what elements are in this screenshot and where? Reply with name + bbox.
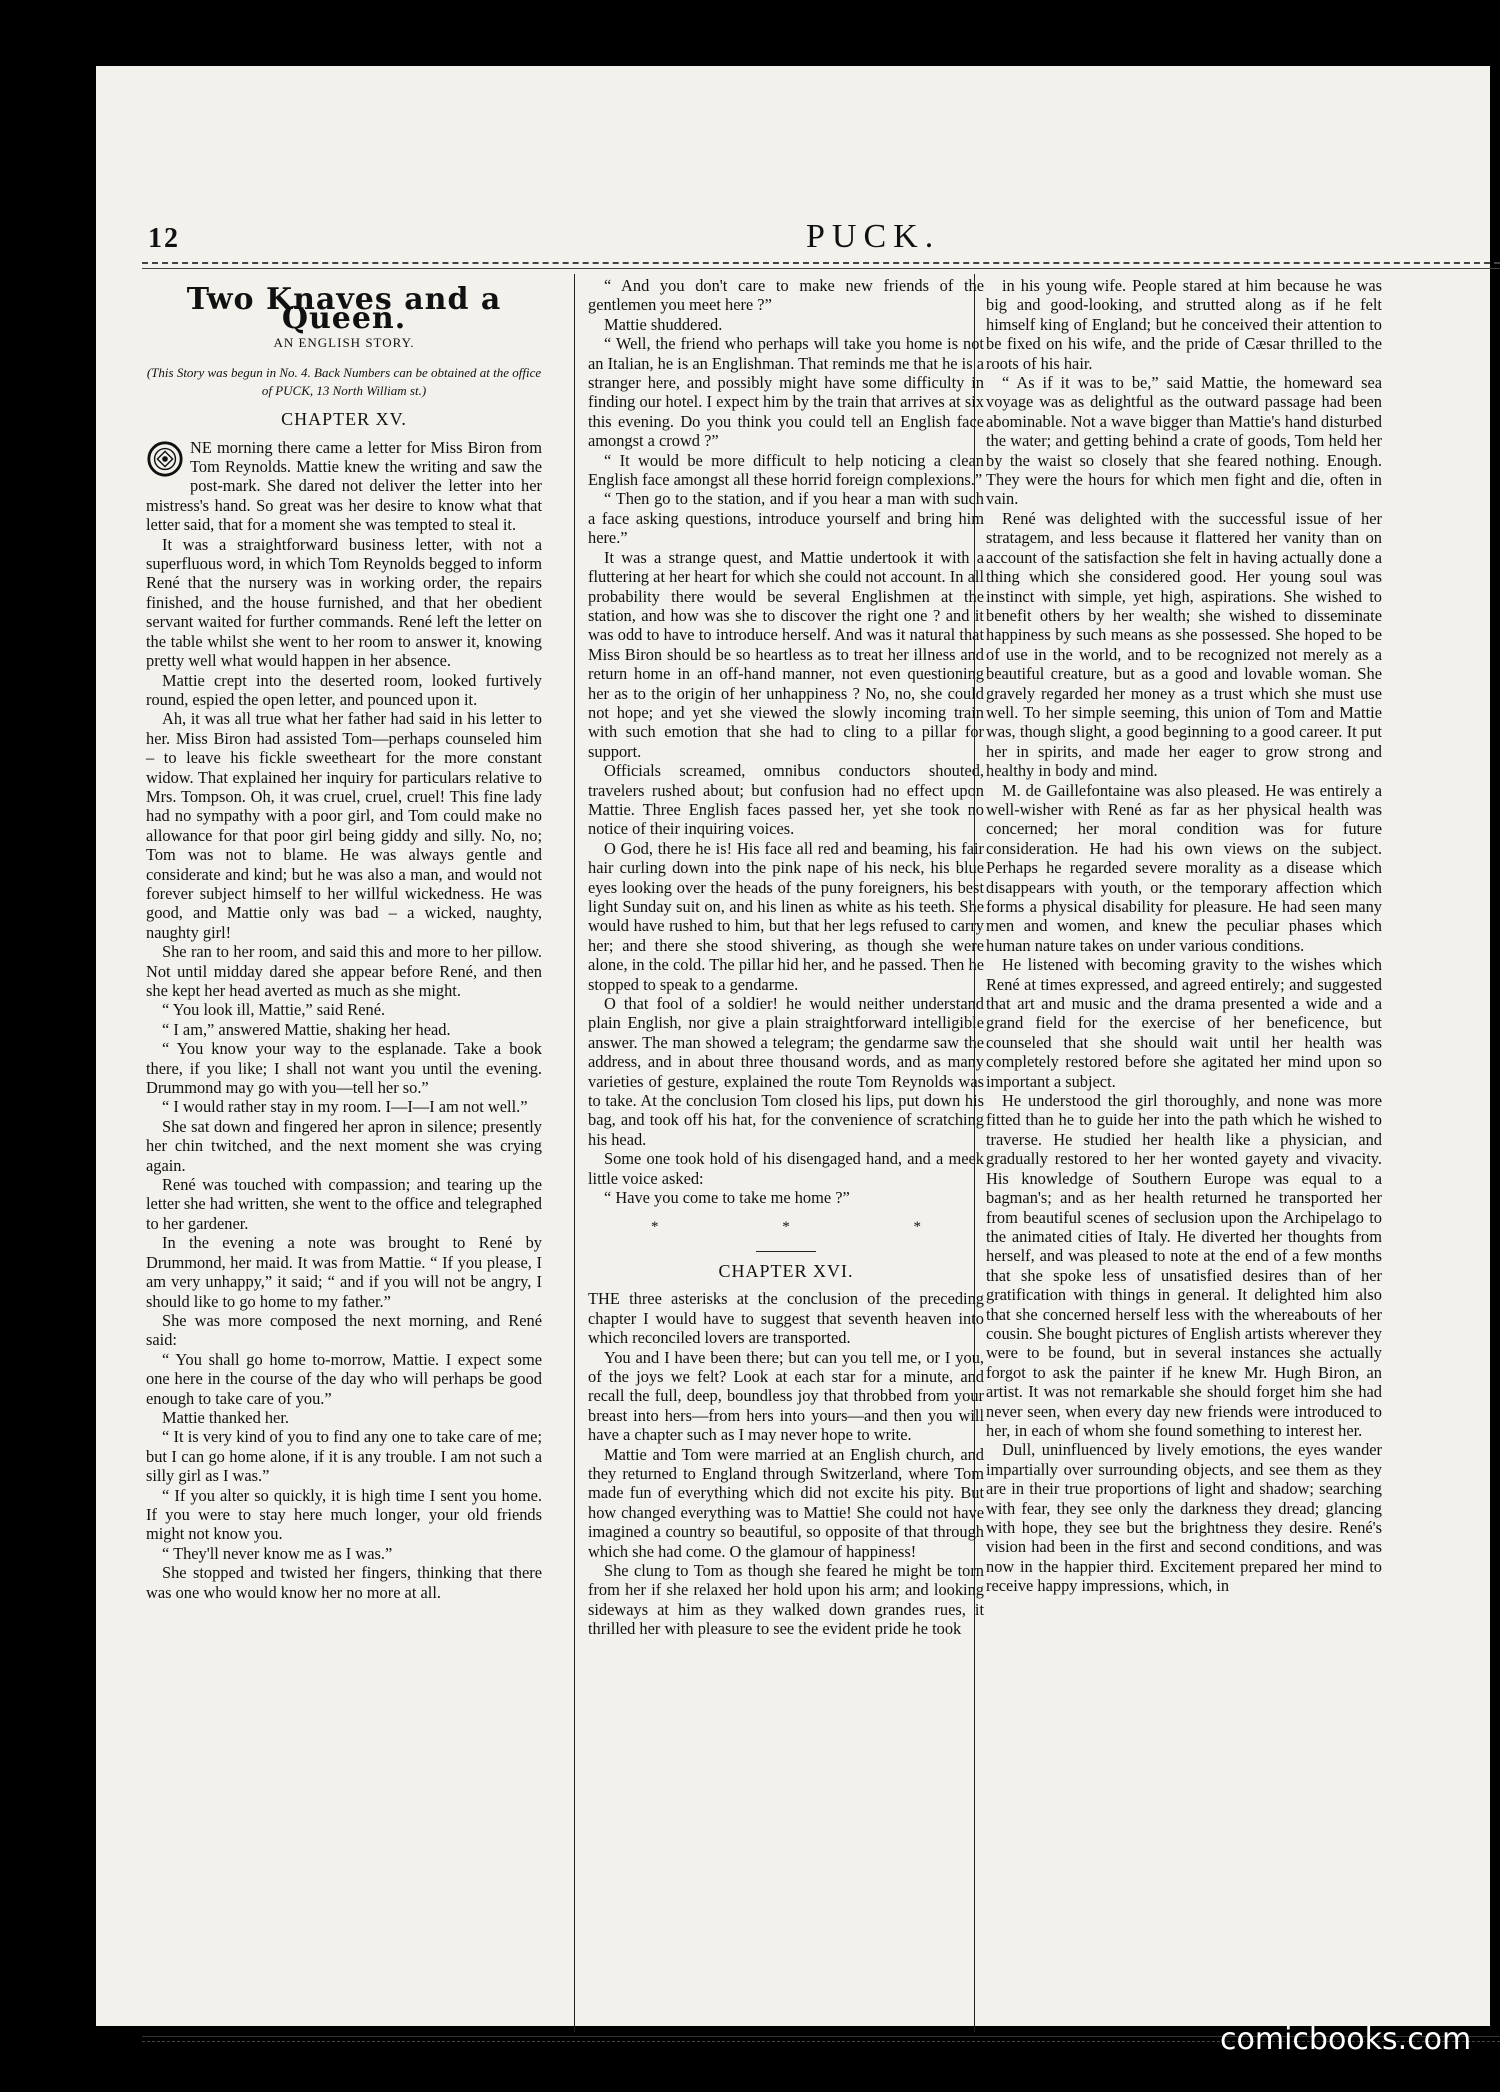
site-watermark: comicbooks.com — [1220, 2022, 1472, 2057]
column-3 — [986, 276, 1382, 1596]
story-paragraph: He understood the girl thoroughly, and none was more fitted than he to guide her into the path which he wished to traverse. He studied her health like a physician, and gradually restored to her her wonted gayety and vivacity. His knowledge of Southern Europe was equal to a bagman's; and as her health returned he transported her from beautiful scenes of seclusion upon the Archipelago to the animated cities of Italy. He diverted her thoughts from herself, and was pleased to note at the end of a few months that she spoke less of unsatisfied desires than of her gratification with things in general. It delighted him also that she concerned herself less with the whereabouts of her cousin. She bought pictures of English artists wherever they were to be found, but in several instances she actually forgot to ask the painter if he knew Mr. Hugh Biron, an artist. It was not remarkable she should forget him she had never seen, when every day new friends were introduced to her, in each of whom she found something to interest her. — [986, 1091, 1382, 1440]
story-paragraph: in his young wife. People stared at him because he was big and good-looking, and strutted along as if he felt himself king of England; but he conceived their attention to be fixed on his wife, and the pride of Cæsar thrilled to the roots of his hair. — [986, 276, 1382, 373]
column-divider — [574, 274, 575, 2032]
story-paragraph: Ah, it was all true what her father had said in his letter to her. Miss Biron had assisted Tom—perhaps counseled him – to leave his fickle sweetheart for the more constant widow. That explained her inquiry for particulars relative to Mrs. Tompson. Oh, it was cruel, cruel, cruel! This fine lady had no sympathy with a poor girl, and Tom could make no allowance for that poor girl being giddy and silly. No, no; Tom was not to blame. He was always gentle and considerate and kind; but he was also a man, and would not forever subject himself to her willful wickedness. He was good, and Mattie only was bad – a wicked, naughty, naughty girl! — [146, 709, 542, 942]
story-paragraph: He listened with becoming gravity to the wishes which René at times expressed, and agreed entirely; and suggested that art and music and the drama presented a wide and a grand field for the exercise of her beneficence, but counseled that she should wait until her health was completely restored before she agitated her mind upon so important a subject. — [986, 955, 1382, 1091]
back-numbers-note: (This Story was begun in No. 4. Back Numbers can be obtained at the office of PUCK, 13 North William st.) — [146, 365, 542, 399]
story-paragraph: “ You look ill, Mattie,” said René. — [162, 1000, 386, 1020]
story-paragraph: Some one took hold of his disengaged hand, and a meek little voice asked: — [588, 1149, 984, 1188]
story-paragraph: “ It would be more difficult to help noticing a clean English face amongst all these horrid foreign complexions.” — [588, 450, 984, 490]
column-2 — [588, 276, 984, 1639]
story-paragraph: “ You know your way to the esplanade. Take a book there, if you like; I shall not want you until the evening. Drummond may go with you—tell her so.” — [146, 1039, 542, 1098]
story-paragraph: Mattie and Tom were married at an English church, and they returned to England through Switzerland, where Tom made fun of everything which did not excite his pity. But how changed everything was to Mattie! She could not have imagined a country so beautiful, so opposite of that through which she had come. O the glamour of happiness! — [588, 1444, 984, 1561]
col2b-paragraphs — [588, 1289, 984, 1638]
magazine-page — [96, 66, 1490, 2026]
story-paragraph: It was a straightforward business letter, with not a superfluous word, in which Tom Reynolds begged to inform René that the nursery was in working order, the repairs finished, and the house furnished, and that her obedient servant waited for further commands. René left the letter on the table whilst she went to her room to answer it, knowing pretty well what would happen in her absence. — [146, 534, 542, 671]
column-1 — [146, 276, 542, 1602]
story-paragraph: She sat down and fingered her apron in silence; presently her chin twitched, and the next moment she was crying again. — [146, 1116, 542, 1175]
story-paragraph: René was delighted with the successful issue of her stratagem, and less because it flattered her vanity than on account of the satisfaction she felt in having actually done a thing which she considered good. Her young soul was instinct with simple, yet high, aspirations. She wished to benefit others by her wealth; she wished to disseminate happiness by such means as she possessed. She hoped to be of use in the world, and to be recognized not merely as a beautiful creature, but as a good and lovable woman. She gravely regarded her money as a trust which she must use well. To her simple seeming, this union of Tom and Mattie was, though slight, a good beginning to a good career. It put her in spirits, and made her eager to grow strong and healthy in body and mind. — [986, 508, 1382, 781]
story-paragraph: She clung to Tom as though she feared he might be torn from her if she relaxed her hold upon his arm; and looking sideways at him as they walked down grandes rues, it thrilled her with pleasure to see the evident pride he took — [588, 1561, 984, 1639]
col1-paragraphs — [146, 438, 542, 1602]
story-paragraph: “ It is very kind of you to find any one to take care of me; but I can go home alone, if it is any trouble. I am not such a silly girl as I was.” — [146, 1427, 542, 1486]
story-paragraph: She stopped and twisted her fingers, thinking that there was one who would know her no more at all. — [146, 1563, 542, 1602]
story-paragraph: “ They'll never know me as I was.” — [162, 1543, 393, 1563]
ornamental-drop-cap-icon — [146, 440, 184, 478]
page-number: 12 — [148, 223, 180, 254]
story-paragraph: “ If you alter so quickly, it is high time I sent you home. If you were to stay here much longer, your old friends might not know you. — [146, 1485, 542, 1544]
chapter-heading: CHAPTER XV. — [281, 409, 407, 430]
story-paragraph: You and I have been there; but can you tell me, or I you, of the joys we felt? Look at each star for a minute, and recall the full, deep, boundless joy that throbbed from your breast into hers—from hers into yours—and then you will have a chapter such as I may never hope to write. — [588, 1347, 984, 1445]
story-paragraph: She ran to her room, and said this and more to her pillow. Not until midday dared she appear before René, and then she kept her head averted as much as she might. — [146, 942, 542, 1000]
story-paragraph: Mattie thanked her. — [162, 1407, 289, 1427]
col2a-paragraphs — [588, 276, 984, 1208]
header-rule-dashed — [142, 262, 1500, 264]
story-paragraph: O that fool of a soldier! he would neither understand plain English, nor give a plain straightforward intelligible answer. The man showed a telegram; the gendarme saw the address, and in about three thousand words, and as many varieties of gesture, explained the route Tom Reynolds was to take. At the conclusion Tom closed his lips, put down his bag, and took off his hat, for the convenience of scratching his head. — [588, 994, 984, 1149]
story-paragraph: “ Then go to the station, and if you hear a man with such a face asking questions, introduce yourself and bring him here.” — [588, 489, 984, 548]
chapter-heading: CHAPTER XVI. — [718, 1260, 854, 1281]
story-paragraph: “ I would rather stay in my room. I—I—I am not well.” — [162, 1097, 528, 1117]
story-paragraph: NE morning there came a letter for Miss Biron from Tom Reynolds. Mattie knew the writing and saw the post-mark. She dared not deliver the letter into her mistress's hand. So great was her desire to know what that letter said, that for a moment she was tempted to steal it. — [146, 437, 542, 535]
story-paragraph: In the evening a note was brought to René by Drummond, her maid. It was from Mattie. “ If you please, I am very unhappy,” it said; “ and if you will not be angry, I should like to go home to my father.” — [146, 1233, 542, 1311]
story-paragraph: “ As if it was to be,” said Mattie, the homeward sea voyage was as delightful as the outward passage had been abominable. Not a wave bigger than Mattie's hand disturbed the water; and getting behind a crate of goods, Tom held her by the waist so closely that she feared nothing. Enough. They were the hours for which men fight and die, often in vain. — [986, 373, 1382, 509]
masthead: PUCK. — [806, 218, 941, 255]
story-paragraph: M. de Gaillefontaine was also pleased. He was entirely a well-wisher with René as far as her physical health was concerned; her moral condition was for future consideration. He had his own views on the subject. Perhaps he regarded severe morality as a disease which disappears with youth, or the temporary affection which forms a physical disability for pleasure. He had seen many men and women, and knew the peculiar phases which human nature takes on under various conditions. — [986, 780, 1382, 955]
story-paragraph: “ And you don't care to make new friends of the gentlemen you meet here ?” — [588, 276, 984, 315]
story-paragraph: “ You shall go home to-morrow, Mattie. I expect some one here in the course of the day who will perhaps be good enough to take care of you.” — [146, 1349, 542, 1408]
story-paragraph: René was touched with compassion; and tearing up the letter she had written, she went to the office and telegraphed to her gardener. — [146, 1175, 542, 1233]
story-paragraph: O God, there he is! His face all red and beaming, his fair hair curling down into the pink nape of his neck, his blue eyes looking over the heads of the puny foreigners, his best light Sunday suit on, and his linen as white as his teeth. She would have rushed to him, but that her legs refused to carry her; and there she stood shivering, as though she were alone, in the cold. The pillar hid her, and he passed. Then he stopped to speak to a gendarme. — [588, 838, 984, 994]
story-paragraph: “ I am,” answered Mattie, shaking her head. — [162, 1019, 451, 1039]
story-paragraph: Dull, uninfluenced by lively emotions, the eyes wander impartially over surrounding objects, and see them as they are in their true proportions of light and shadow; searching with fear, they see only the darkness they dread; glancing with hope, they see but the brightness they desire. René's vision had been in the first and second conditions, and was now in the happier third. Excitement prepared her mind to receive happy impressions, which, in — [986, 1440, 1382, 1596]
header-rule — [142, 268, 1500, 269]
story-paragraph: She was more composed the next morning, and René said: — [146, 1310, 542, 1350]
story-paragraph: Mattie shuddered. — [604, 314, 723, 334]
story-title: Two Knaves and a Queen. — [186, 282, 502, 337]
story-paragraph: “ Have you come to take me home ?” — [604, 1188, 850, 1208]
col3-paragraphs — [986, 276, 1382, 1596]
story-paragraph: THE three asterisks at the conclusion of the preceding chapter I would have to suggest that seventh heaven into which reconciled lovers are transported. — [588, 1289, 984, 1348]
asterisk-break: * * * — [651, 1218, 981, 1235]
story-subtitle: AN ENGLISH STORY. — [273, 334, 415, 350]
story-paragraph: It was a strange quest, and Mattie undertook it with a fluttering at her heart for which she could not account. In all probability there would be several Englishmen at the station, and how was she to discover the right one ? and it was odd to have to introduce herself. And was it natural that Miss Biron should be so heartless as to treat her illness and return home in an off-hand manner, not even questioning her as to the origin of her unhappiness ? No, no, she could not hope; and yet she viewed the slowly incoming train with such emotion that she had to cling to a pillar for support. — [588, 547, 984, 761]
story-paragraph: Mattie crept into the deserted room, looked furtively round, espied the open letter, and pounced upon it. — [146, 670, 542, 709]
story-paragraph: “ Well, the friend who perhaps will take you home is not an Italian, he is an Englishman. That reminds me that he is a stranger here, and possibly might have some difficulty in finding our hotel. I expect him by the train that arrives at six this evening. Do you think you could tell an English face amongst a crowd ?” — [588, 334, 984, 451]
chapter-rule — [756, 1251, 816, 1252]
story-paragraph: Officials screamed, omnibus conductors shouted, travelers rushed about; but confusion had no effect upon Mattie. Three English faces passed her, yet she took no notice of their inquiring voices. — [588, 761, 984, 839]
